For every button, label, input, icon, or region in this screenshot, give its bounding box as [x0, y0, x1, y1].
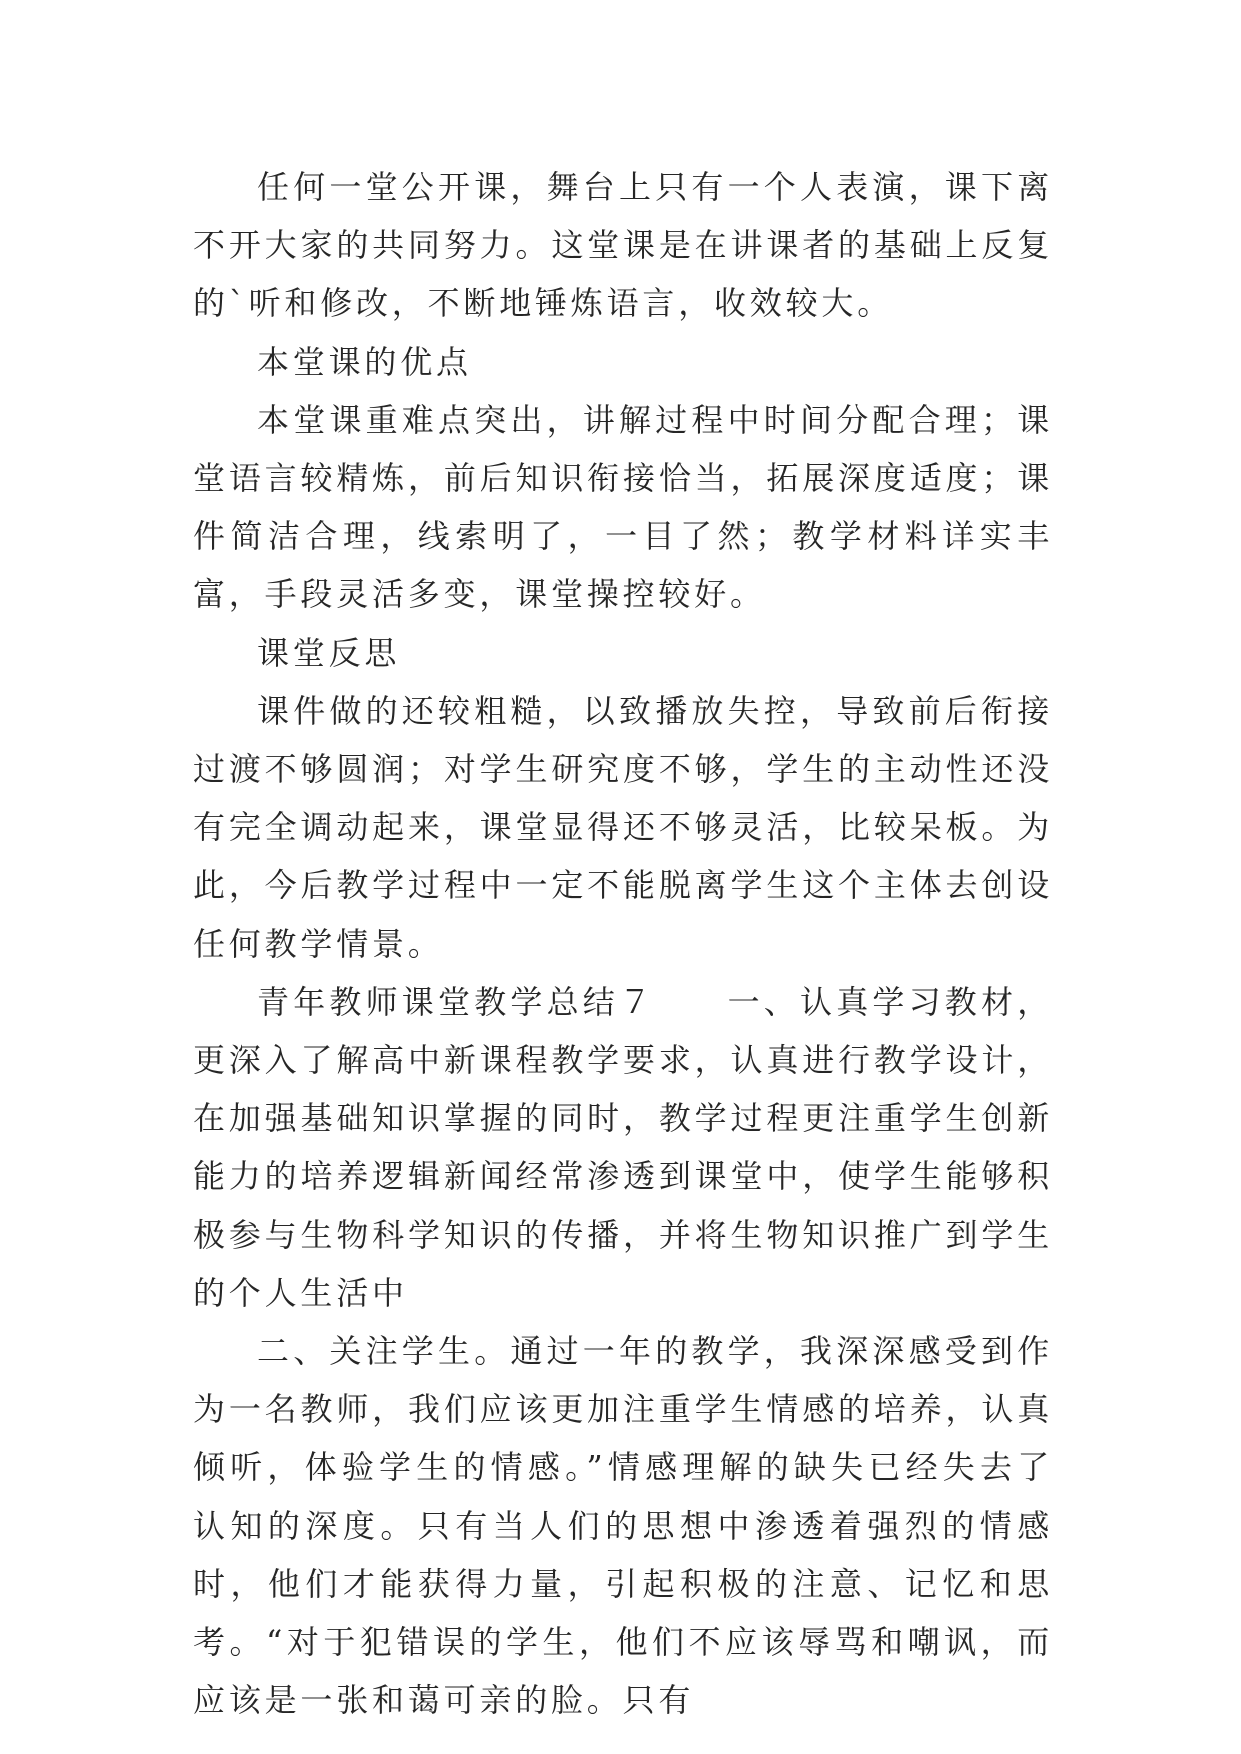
paragraph-public-lesson: 任何一堂公开课，舞台上只有一个人表演，课下离不开大家的共同努力。这堂课是在讲课者的基础上反复的`听和修改，不断地锤炼语言，收效较大。 — [193, 168, 1053, 323]
paragraph-summary-7-part-2: 二、关注学生。通过一年的教学，我深深感受到作为一名教师，我们应该更加注重学生情感的培养，认真倾听，体验学生的情感。”情感理解的缺失已经失去了认知的深度。只有当人们的思想中渗透着强烈的情感时，他们才能获得力量，引起积极的注意、记忆和思考。“对于犯错误的学生，他们不应该辱骂和嘲讽，而应该是一张和蔼可亲的脸。只有 — [193, 1332, 1053, 1720]
paragraph-lesson-strengths: 本堂课重难点突出，讲解过程中时间分配合理；课堂语言较精炼，前后知识衔接恰当，拓展深度适度；课件简洁合理，线索明了，一目了然；教学材料详实丰富，手段灵活多变，课堂操控较好。 — [193, 400, 1053, 614]
paragraph-lesson-reflection: 课件做的还较粗糙，以致播放失控，导致前后衔接过渡不够圆润；对学生研究度不够，学生的主动性还没有完全调动起来，课堂显得还不够灵活，比较呆板。为此，今后教学过程中一定不能脱离学生这个主体去创设任何教学情景。 — [193, 691, 1053, 963]
paragraph-summary-7-part-1: 青年教师课堂教学总结７ 一、认真学习教材，更深入了解高中新课程教学要求，认真进行教学设计，在加强基础知识掌握的同时，教学过程更注重学生创新能力的培养逻辑新闻经常渗透到课堂中，使学生能够积极参与生物科学知识的传播，并将生物知识推广到学生的个人生活中 — [193, 982, 1053, 1312]
heading-lesson-reflection: 课堂反思 — [257, 633, 401, 672]
heading-lesson-strengths: 本堂课的优点 — [257, 342, 472, 381]
document-body — [193, 158, 1053, 1729]
